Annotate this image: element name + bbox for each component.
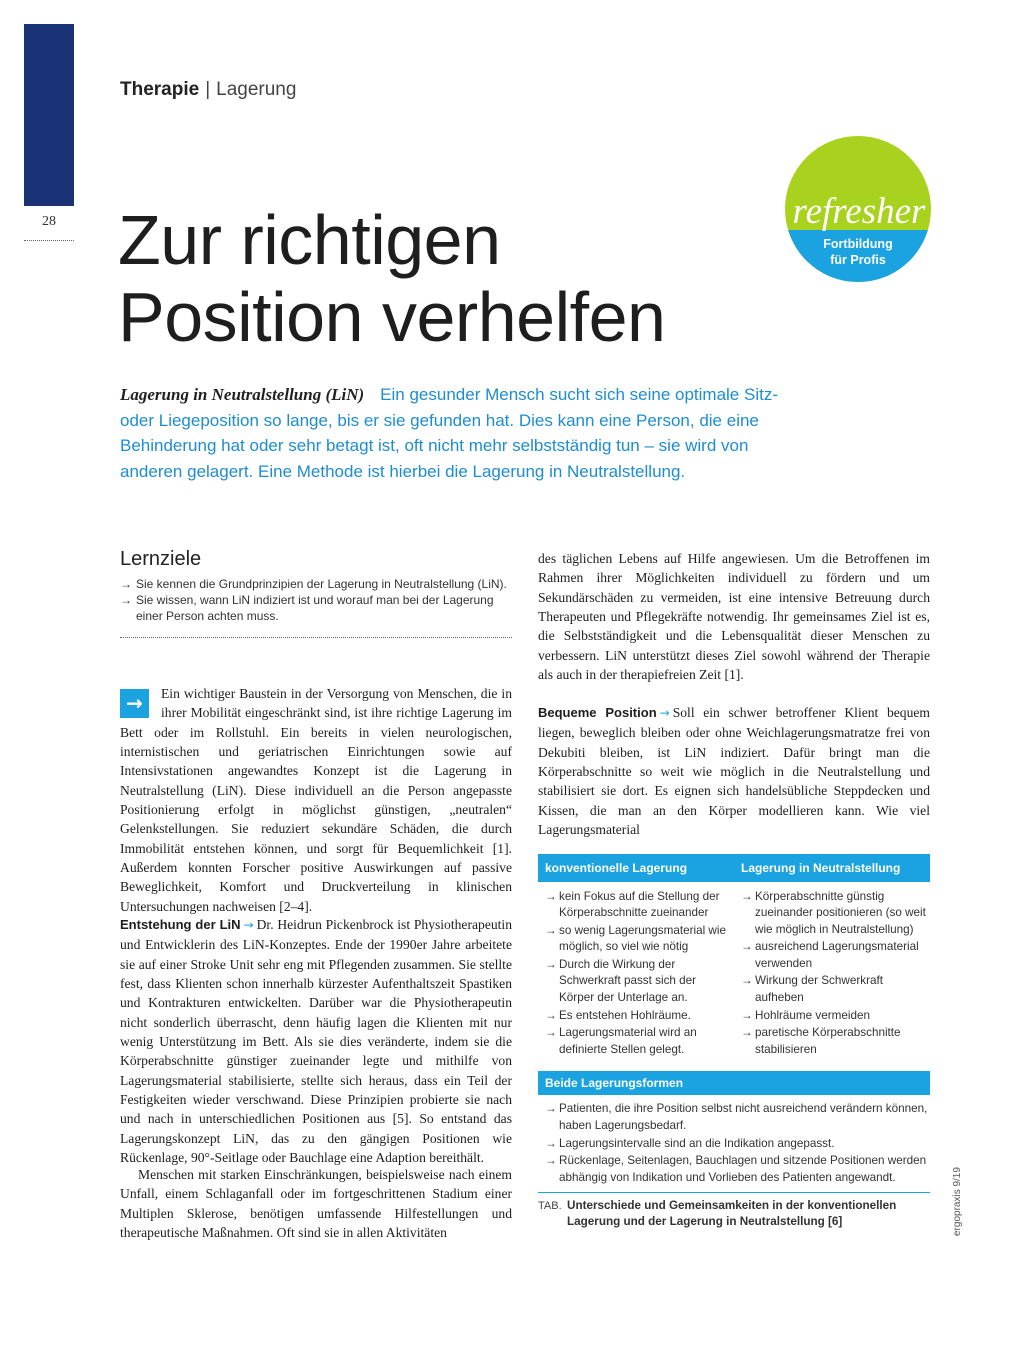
table-caption-label: TAB. — [538, 1199, 562, 1212]
arrow-icon: → — [545, 924, 557, 938]
entstehung-text: Dr. Heidrun Pickenbrock ist Physiotherapeutin und Entwicklerin des LiN-Konzeptes. Ende der 1990er Jahre arbeitete sie auf einer Stroke Unit sehr eng mit Pflegenden zusammen. Sie stellte fest, dass Klienten schon innerhalb kürzester Aufenthaltszeit Spastiken und Kontrakturen entwickelten. Darüber war die Physiotherapeutin nicht sonderlich überrascht, denn häufig lagen die Klienten mit nur wenig Unterstützung im Bett. Als sie dies veränderte, indem sie die Körperabschnitte günstiger zueinander legte und mithilfe von Lagerungsmaterial stabilisierte, stellte sich heraus, dass ein Teil der Festigkeiten wieder verschwand. Diese Prinzipien probierte sie nach und nach in unterschiedlichen Positionen aus [5]. So entstand das Lagerungskonzept LiN, das zu den gängigen Positionen wie Rückenlage, 90°-Seitlage oder Bauchlage eine Adaption bereithält. — [120, 917, 512, 1166]
table-item — [741, 939, 930, 972]
table-item-text: Körperabschnitte günstig zueinander positionieren (so weit wie möglich in Neutralstellung) — [755, 890, 926, 936]
table-item — [741, 973, 930, 1006]
headline-line-2: Position verhelfen — [118, 278, 666, 356]
arrow-icon: → — [545, 1008, 557, 1022]
arrow-icon: → — [545, 1154, 557, 1168]
table-item-text: Patienten, die ihre Position selbst nicht ausreichend verändern können, haben Lagerungsbedarf. — [559, 1102, 928, 1132]
learning-goal-text: Sie kennen die Grundprinzipien der Lagerung in Neutralstellung (LiN). — [136, 577, 507, 591]
table-caption — [538, 1192, 930, 1231]
table-column-conventional — [538, 889, 734, 1059]
page-number-divider — [24, 240, 74, 241]
table-item-text: so wenig Lagerungsmaterial wie möglich, so viel wie nötig — [559, 924, 726, 954]
table-header-conventional: konventionelle Lagerung — [545, 860, 688, 875]
table-item — [545, 1025, 734, 1058]
section-label: Therapie — [120, 79, 200, 100]
table-column-both — [538, 1095, 930, 1185]
arrow-icon: → — [545, 958, 557, 972]
table-header-row — [538, 854, 930, 882]
continued-paragraph: des täglichen Lebens auf Hilfe angewiesen. Um die Betroffenen im Rahmen ihrer Möglichkeiten individuell zu fördern und um Sekundärschäden zu vermeiden, ist eine intensive Betreuung durch Therapeuten und Pflegekräfte notwendig. Ihr gemeinsames Ziel ist es, die Selbstständigkeit und die Lebensqualität dieser Menschen zu verbessern. LiN unterstützt dieses Ziel sowohl während der Therapie als auch in der therapiefreien Zeit [1]. — [538, 551, 930, 683]
table-caption-text: Unterschiede und Gemeinsamkeiten in der konventionellen Lagerung und der Lagerung in Neutralstellung [6] — [567, 1198, 897, 1229]
journal-issue: ergopraxis 9/19 — [952, 1167, 963, 1236]
arrow-icon: → — [741, 940, 753, 954]
section-separator: | — [205, 79, 211, 100]
lead-paragraph — [120, 382, 810, 484]
table-body — [538, 882, 930, 1059]
learning-goal-text: Sie wissen, wann LiN indiziert ist und worauf man bei der Lagerung einer Person achten muss. — [136, 593, 494, 623]
learning-goal-item — [120, 592, 515, 624]
table-item-text: Hohlräume vermeiden — [755, 1008, 870, 1022]
learning-goals-divider — [120, 637, 512, 638]
bequeme-text: Soll ein schwer betroffener Klient bequem liegen, beweglich bleiben oder ohne Weichlagerungsmatratze frei von Dekubiti bleiben, ist LiN indiziert. Dafür bringt man die Körperabschnitte so weit wie möglich in die Neutralstellung und stabilisiert sie dort. Es eignen sich handelsübliche Steppdecken und Kissen, die man an den Körper modellieren kann. Wie viel Lagerungsmaterial — [538, 705, 930, 838]
table-item-text: Lagerungsmaterial wird an definierte Stellen gelegt. — [559, 1026, 697, 1056]
arrow-icon: → — [659, 706, 670, 720]
table-item-text: Lagerungsintervalle sind an die Indikation angepasst. — [559, 1136, 835, 1150]
arrow-icon: → — [120, 593, 132, 607]
table-item — [741, 1025, 930, 1058]
badge-subtitle-2: für Profis — [830, 253, 886, 267]
intro-paragraph — [120, 684, 512, 916]
table-item-text: Rückenlage, Seitenlagen, Bauchlagen und sitzende Positionen werden abhängig von Indikation und Vorlieben des Patienten angewandt. — [559, 1154, 927, 1184]
intro-text: Ein wichtiger Baustein in der Versorgung von Menschen, die in ihrer Mobilität eingeschränkt sind, ist ihre richtige Lagerung im Bett oder im Rollstuhl. Ein bereits in vielen neurologischen, internistischen und geriatrischen Einrichtungen sowie auf Intensivstationen angewandtes Konzept ist die Lagerung in Neutralstellung (LiN). Diese individuell an die Person angepasste Positionierung erfolgt in möglichst günstigen, „neutralen“ Gelenkstellungen. Sie reduziert sekundäre Schäden, die durch Immobilität entstehen können, und sorgt für Bequemlichkeit [1]. Außerdem konnten Forscher positive Auswirkungen auf passive Beweglichkeit, Komfort und Druckverteilung in klinischen Untersuchungen nachweisen [2–4]. — [120, 686, 512, 914]
arrow-icon: → — [741, 890, 753, 903]
table-item — [545, 923, 734, 956]
table-header-both: Beide Lagerungsformen — [538, 1071, 930, 1095]
arrow-icon: → — [120, 577, 132, 591]
table-item — [545, 889, 734, 922]
arrow-icon: → — [243, 918, 254, 932]
arrow-icon: → — [545, 1136, 557, 1150]
table-item — [741, 1008, 930, 1024]
arrow-icon: → — [545, 1026, 557, 1040]
learning-goals-title: Lernziele — [120, 548, 202, 570]
header-color-bar — [24, 24, 74, 206]
table-item-text: Wirkung der Schwerkraft aufheben — [755, 974, 883, 1004]
entstehung-paragraph — [120, 915, 512, 1167]
table-item-text: ausreichend Lagerungsmaterial verwenden — [755, 940, 919, 970]
menschen-paragraph: Menschen mit starken Einschränkungen, beispielsweise nach einem Unfall, einem Schlaganfall oder im fortgeschrittenen Stadium einer Multiplen Sklerose, benötigen umfassende Hilfestellungen und therapeutische Maßnahmen. Oft sind sie in allen Aktivitäten — [120, 1167, 512, 1241]
arrow-icon: → — [741, 974, 753, 988]
refresher-badge — [785, 136, 931, 282]
table-item — [545, 1153, 930, 1186]
lead-text: Ein gesunder Mensch sucht sich seine optimale Sitz- oder Liegeposition so lange, bis er sie gefunden hat. Dies kann eine Person, die eine Behinderung hat oder sehr betagt ist, oft nicht mehr selbstständig tun – sie wird von anderen gelagert. Eine Methode ist hierbei die Lagerung in Neutralstellung. — [120, 385, 778, 481]
intro-arrow-icon — [120, 689, 149, 718]
page-number: 28 — [42, 214, 56, 229]
arrow-icon: → — [545, 1102, 557, 1116]
comparison-table — [538, 854, 930, 1231]
table-header-neutral: Lagerung in Neutralstellung — [741, 860, 901, 875]
entstehung-heading: Entstehung der LiN — [120, 917, 241, 932]
badge-word: refresher — [792, 191, 926, 232]
arrow-icon: → — [741, 1008, 753, 1022]
table-item-text: kein Fokus auf die Stellung der Körperabschnitte zueinander — [559, 890, 720, 920]
lead-title: Lagerung in Neutralstellung (LiN) — [120, 385, 365, 404]
table-item-text: paretische Körperabschnitte stabilisieren — [755, 1026, 901, 1056]
table-column-neutral — [734, 889, 930, 1059]
table-item — [545, 1101, 930, 1134]
arrow-icon: → — [126, 691, 143, 715]
table-item — [545, 1008, 734, 1024]
headline-line-1: Zur richtigen — [118, 201, 501, 279]
headline — [118, 202, 665, 356]
section-topic: Lagerung — [216, 79, 297, 100]
table-item — [545, 957, 734, 1006]
table-item-text: Durch die Wirkung der Schwerkraft passt sich der Körper der Unterlage an. — [559, 958, 697, 1004]
table-item — [545, 1136, 930, 1152]
section-header — [120, 79, 296, 101]
learning-goal-item — [120, 576, 515, 592]
learning-goals-list — [120, 576, 515, 624]
bequeme-heading: Bequeme Position — [538, 705, 657, 720]
bequeme-paragraph — [538, 703, 930, 839]
table-item-text: Es entstehen Hohlräume. — [559, 1008, 691, 1022]
arrow-icon: → — [741, 1026, 753, 1040]
arrow-icon: → — [545, 890, 557, 903]
badge-subtitle-1: Fortbildung — [823, 237, 893, 251]
table-item — [741, 889, 930, 938]
